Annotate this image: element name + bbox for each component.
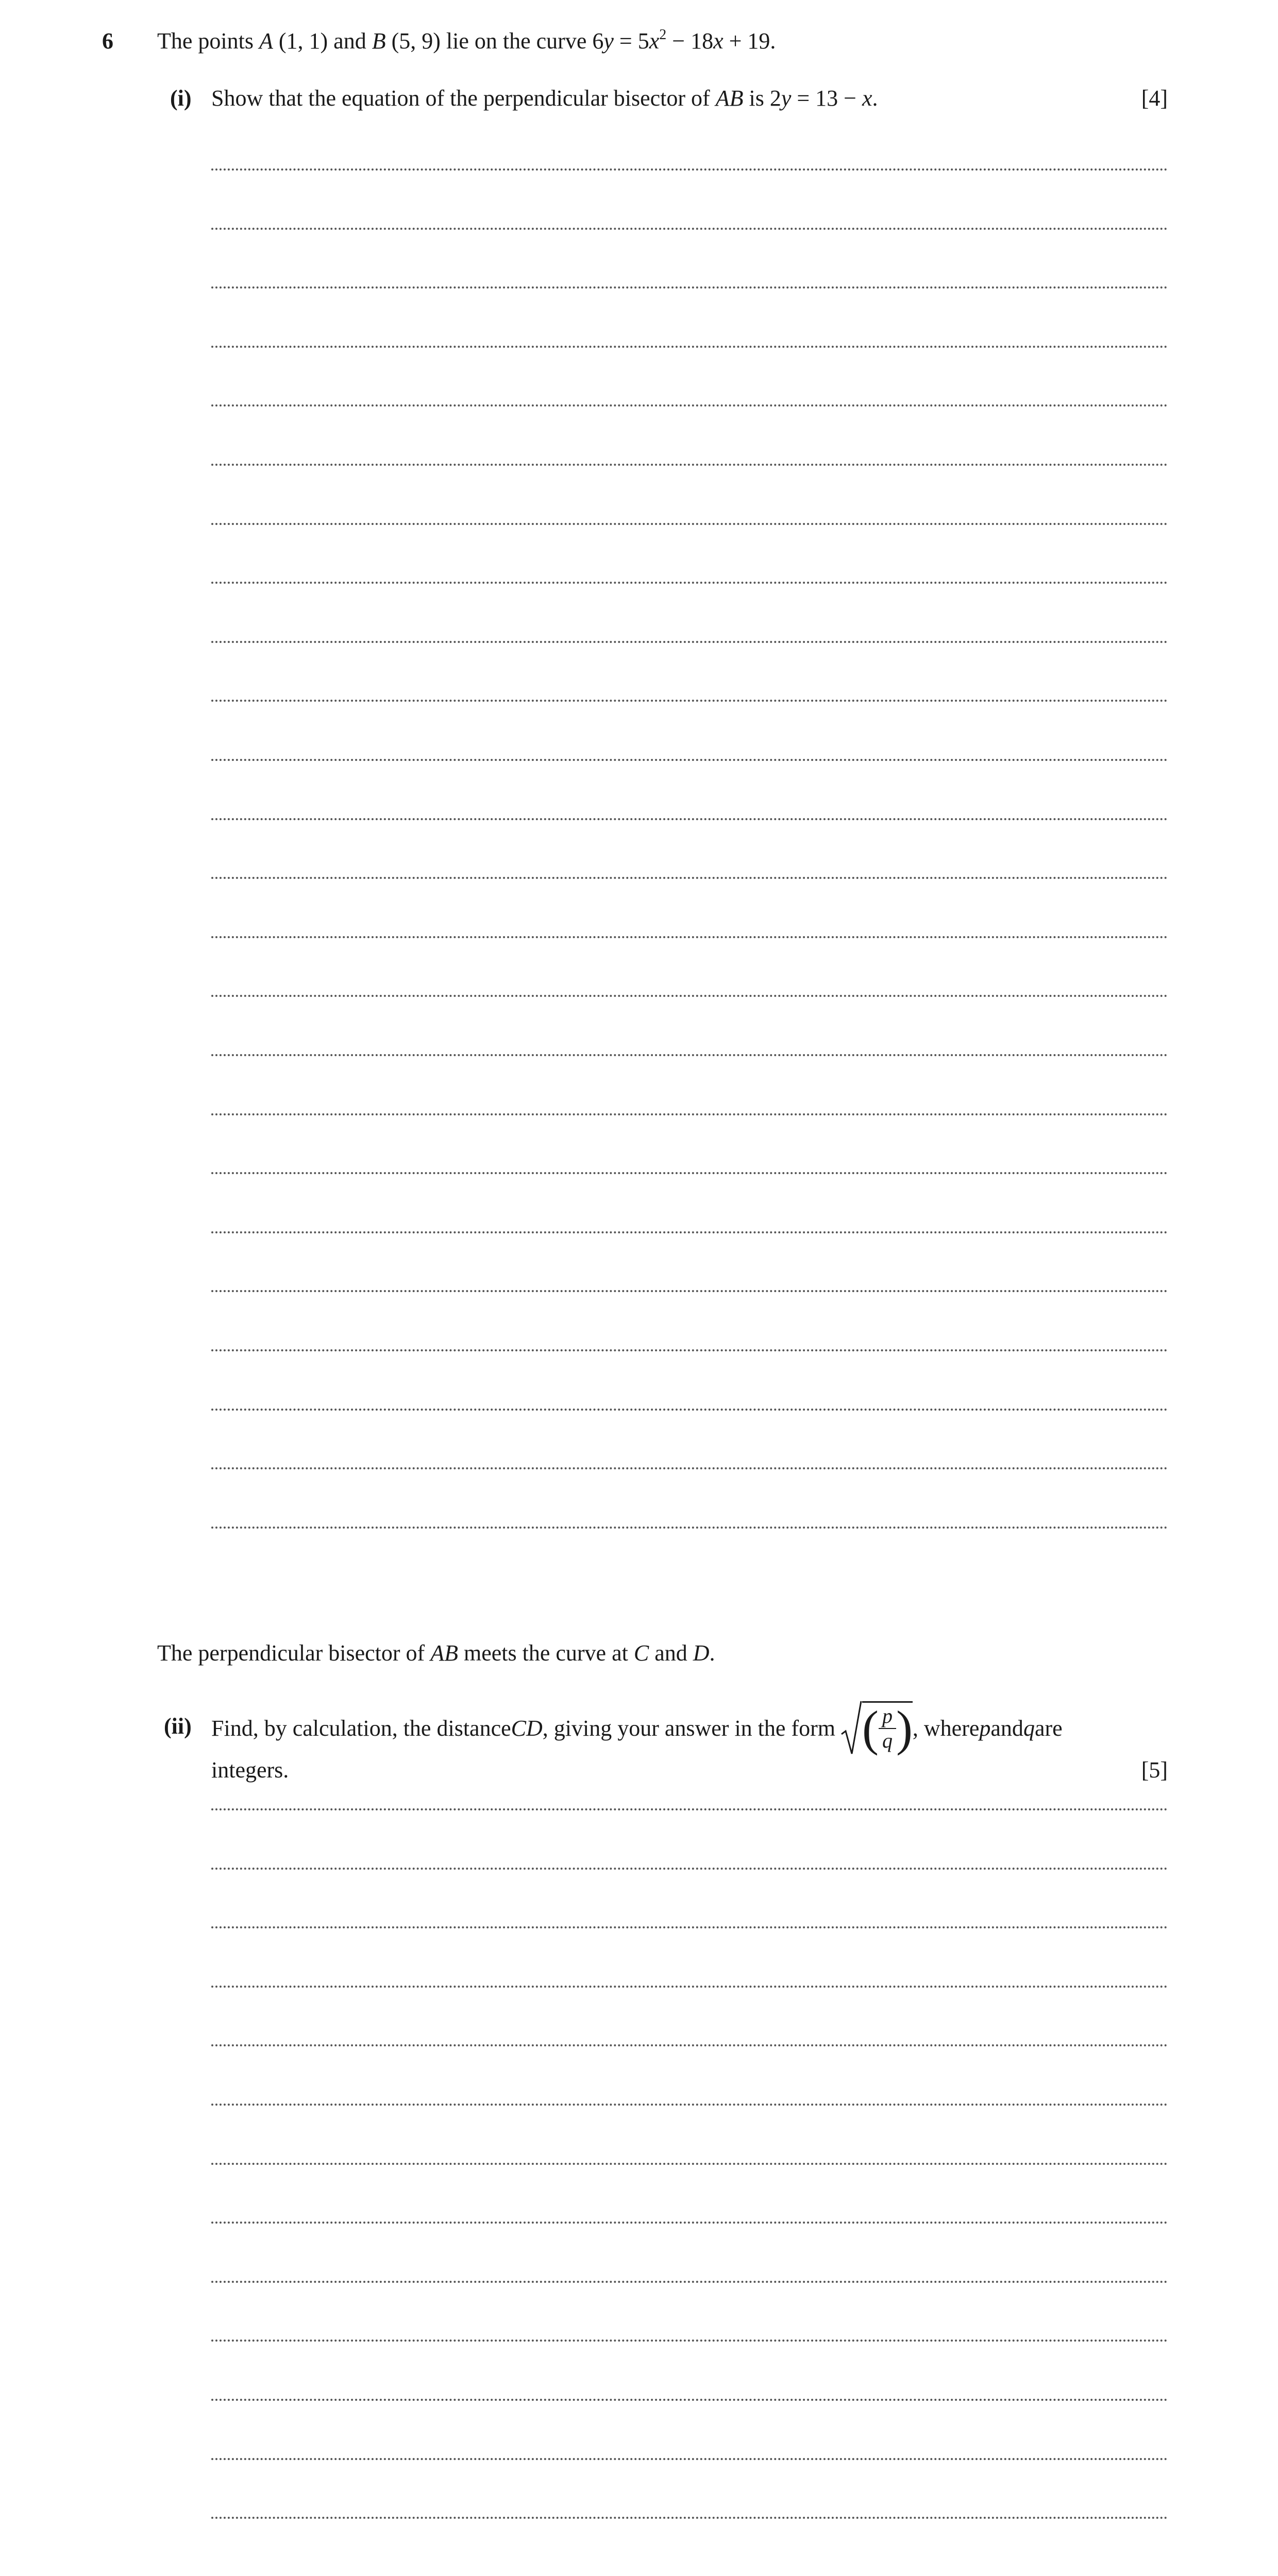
- answer-line[interactable]: [211, 641, 1168, 643]
- part-i-label: (i): [170, 86, 192, 111]
- intermediate-prefix: The perpendicular bisector of: [157, 1640, 431, 1666]
- answer-line[interactable]: [211, 2163, 1168, 2165]
- answer-line[interactable]: [211, 877, 1168, 879]
- part-ii-after: , where: [912, 1715, 980, 1741]
- answer-line[interactable]: [211, 2517, 1168, 2519]
- answer-line[interactable]: [211, 1113, 1168, 1115]
- question-number: 6: [102, 28, 113, 54]
- answer-line[interactable]: [211, 2104, 1168, 2106]
- part-ii-marks: [5]: [1141, 1757, 1168, 1783]
- answer-line[interactable]: [211, 2458, 1168, 2460]
- curve-rest: − 18: [666, 28, 714, 54]
- fraction-p-over-q: [879, 1704, 896, 1753]
- answer-line[interactable]: [211, 523, 1168, 525]
- sqrt-fraction: ( $\frac{p}{q}$ ): [840, 1700, 913, 1756]
- answer-line[interactable]: [211, 1054, 1168, 1056]
- intermediate-mid: meets the curve at: [458, 1640, 634, 1666]
- point-c: C: [633, 1640, 649, 1666]
- part-ii-text: [211, 1700, 1168, 1756]
- point-b: B: [372, 28, 386, 54]
- part-ii-mid: , giving your answer in the form: [542, 1715, 835, 1741]
- curve-exponent: 2: [659, 27, 667, 43]
- answer-line[interactable]: [211, 2044, 1168, 2046]
- part-ii-are: are: [1034, 1715, 1063, 1741]
- part-i-eq: = 13 −: [791, 86, 862, 111]
- stem-prefix: The points: [157, 28, 259, 54]
- answer-line[interactable]: [211, 2281, 1168, 2283]
- part-ii-and: and: [990, 1715, 1023, 1741]
- part-ii-line2: integers.: [211, 1757, 289, 1783]
- intermediate-and: and: [649, 1640, 693, 1666]
- sqrt-icon: [840, 1700, 862, 1756]
- part-i-mid: is 2: [743, 86, 781, 111]
- answer-line[interactable]: [211, 1349, 1168, 1351]
- curve-eq: = 5: [613, 28, 649, 54]
- answer-line[interactable]: [211, 168, 1168, 171]
- answer-line[interactable]: [211, 464, 1168, 466]
- question-stem: [157, 28, 776, 54]
- fraction-q: q: [882, 1728, 893, 1752]
- intermediate-ab: AB: [430, 1640, 458, 1666]
- answer-line[interactable]: [211, 1172, 1168, 1174]
- part-ii-prefix: Find, by calculation, the distance: [211, 1715, 511, 1741]
- answer-line[interactable]: [211, 228, 1168, 230]
- answer-line[interactable]: [211, 2340, 1168, 2342]
- answer-line[interactable]: [211, 404, 1168, 406]
- answer-line[interactable]: [211, 1868, 1168, 1870]
- answer-line[interactable]: [211, 1231, 1168, 1233]
- point-d: D: [693, 1640, 710, 1666]
- curve-y: y: [603, 28, 614, 54]
- part-i-prefix: Show that the equation of the perpendicular bisector of: [211, 86, 716, 111]
- curve-x2: x: [713, 28, 724, 54]
- answer-line[interactable]: [211, 1290, 1168, 1292]
- answer-line[interactable]: [211, 936, 1168, 938]
- point-a: A: [259, 28, 273, 54]
- answer-line[interactable]: [211, 700, 1168, 702]
- answer-line[interactable]: [211, 2222, 1168, 2224]
- intermediate-end: .: [709, 1640, 715, 1666]
- answer-line[interactable]: [211, 582, 1168, 584]
- point-a-coords: (1, 1) and: [273, 28, 372, 54]
- intermediate-statement: [157, 1640, 715, 1666]
- part-i-marks: [4]: [1141, 86, 1168, 111]
- answer-line[interactable]: [211, 995, 1168, 997]
- point-b-coords: (5, 9) lie on the curve 6: [385, 28, 604, 54]
- part-i-ab: AB: [715, 86, 744, 111]
- part-i-end: .: [872, 86, 878, 111]
- answer-line[interactable]: [211, 2399, 1168, 2401]
- curve-x: x: [649, 28, 660, 54]
- part-i-x: x: [862, 86, 872, 111]
- answer-line[interactable]: [211, 1986, 1168, 1988]
- answer-line[interactable]: [211, 1808, 1168, 1810]
- answer-line[interactable]: [211, 759, 1168, 761]
- answer-line[interactable]: [211, 1409, 1168, 1411]
- part-ii-q: q: [1023, 1715, 1035, 1741]
- part-ii-p: p: [979, 1715, 991, 1741]
- part-ii-label: (ii): [164, 1714, 192, 1739]
- answer-line[interactable]: [211, 346, 1168, 348]
- part-i-text: [211, 85, 878, 111]
- part-ii-cd: CD: [511, 1715, 543, 1741]
- answer-line[interactable]: [211, 818, 1168, 820]
- part-i-y: y: [781, 86, 792, 111]
- answer-line[interactable]: [211, 1527, 1168, 1529]
- answer-line[interactable]: [211, 1926, 1168, 1928]
- answer-line[interactable]: [211, 286, 1168, 289]
- fraction-p: p: [882, 1704, 893, 1727]
- answer-line[interactable]: [211, 1467, 1168, 1469]
- curve-end: + 19.: [723, 28, 776, 54]
